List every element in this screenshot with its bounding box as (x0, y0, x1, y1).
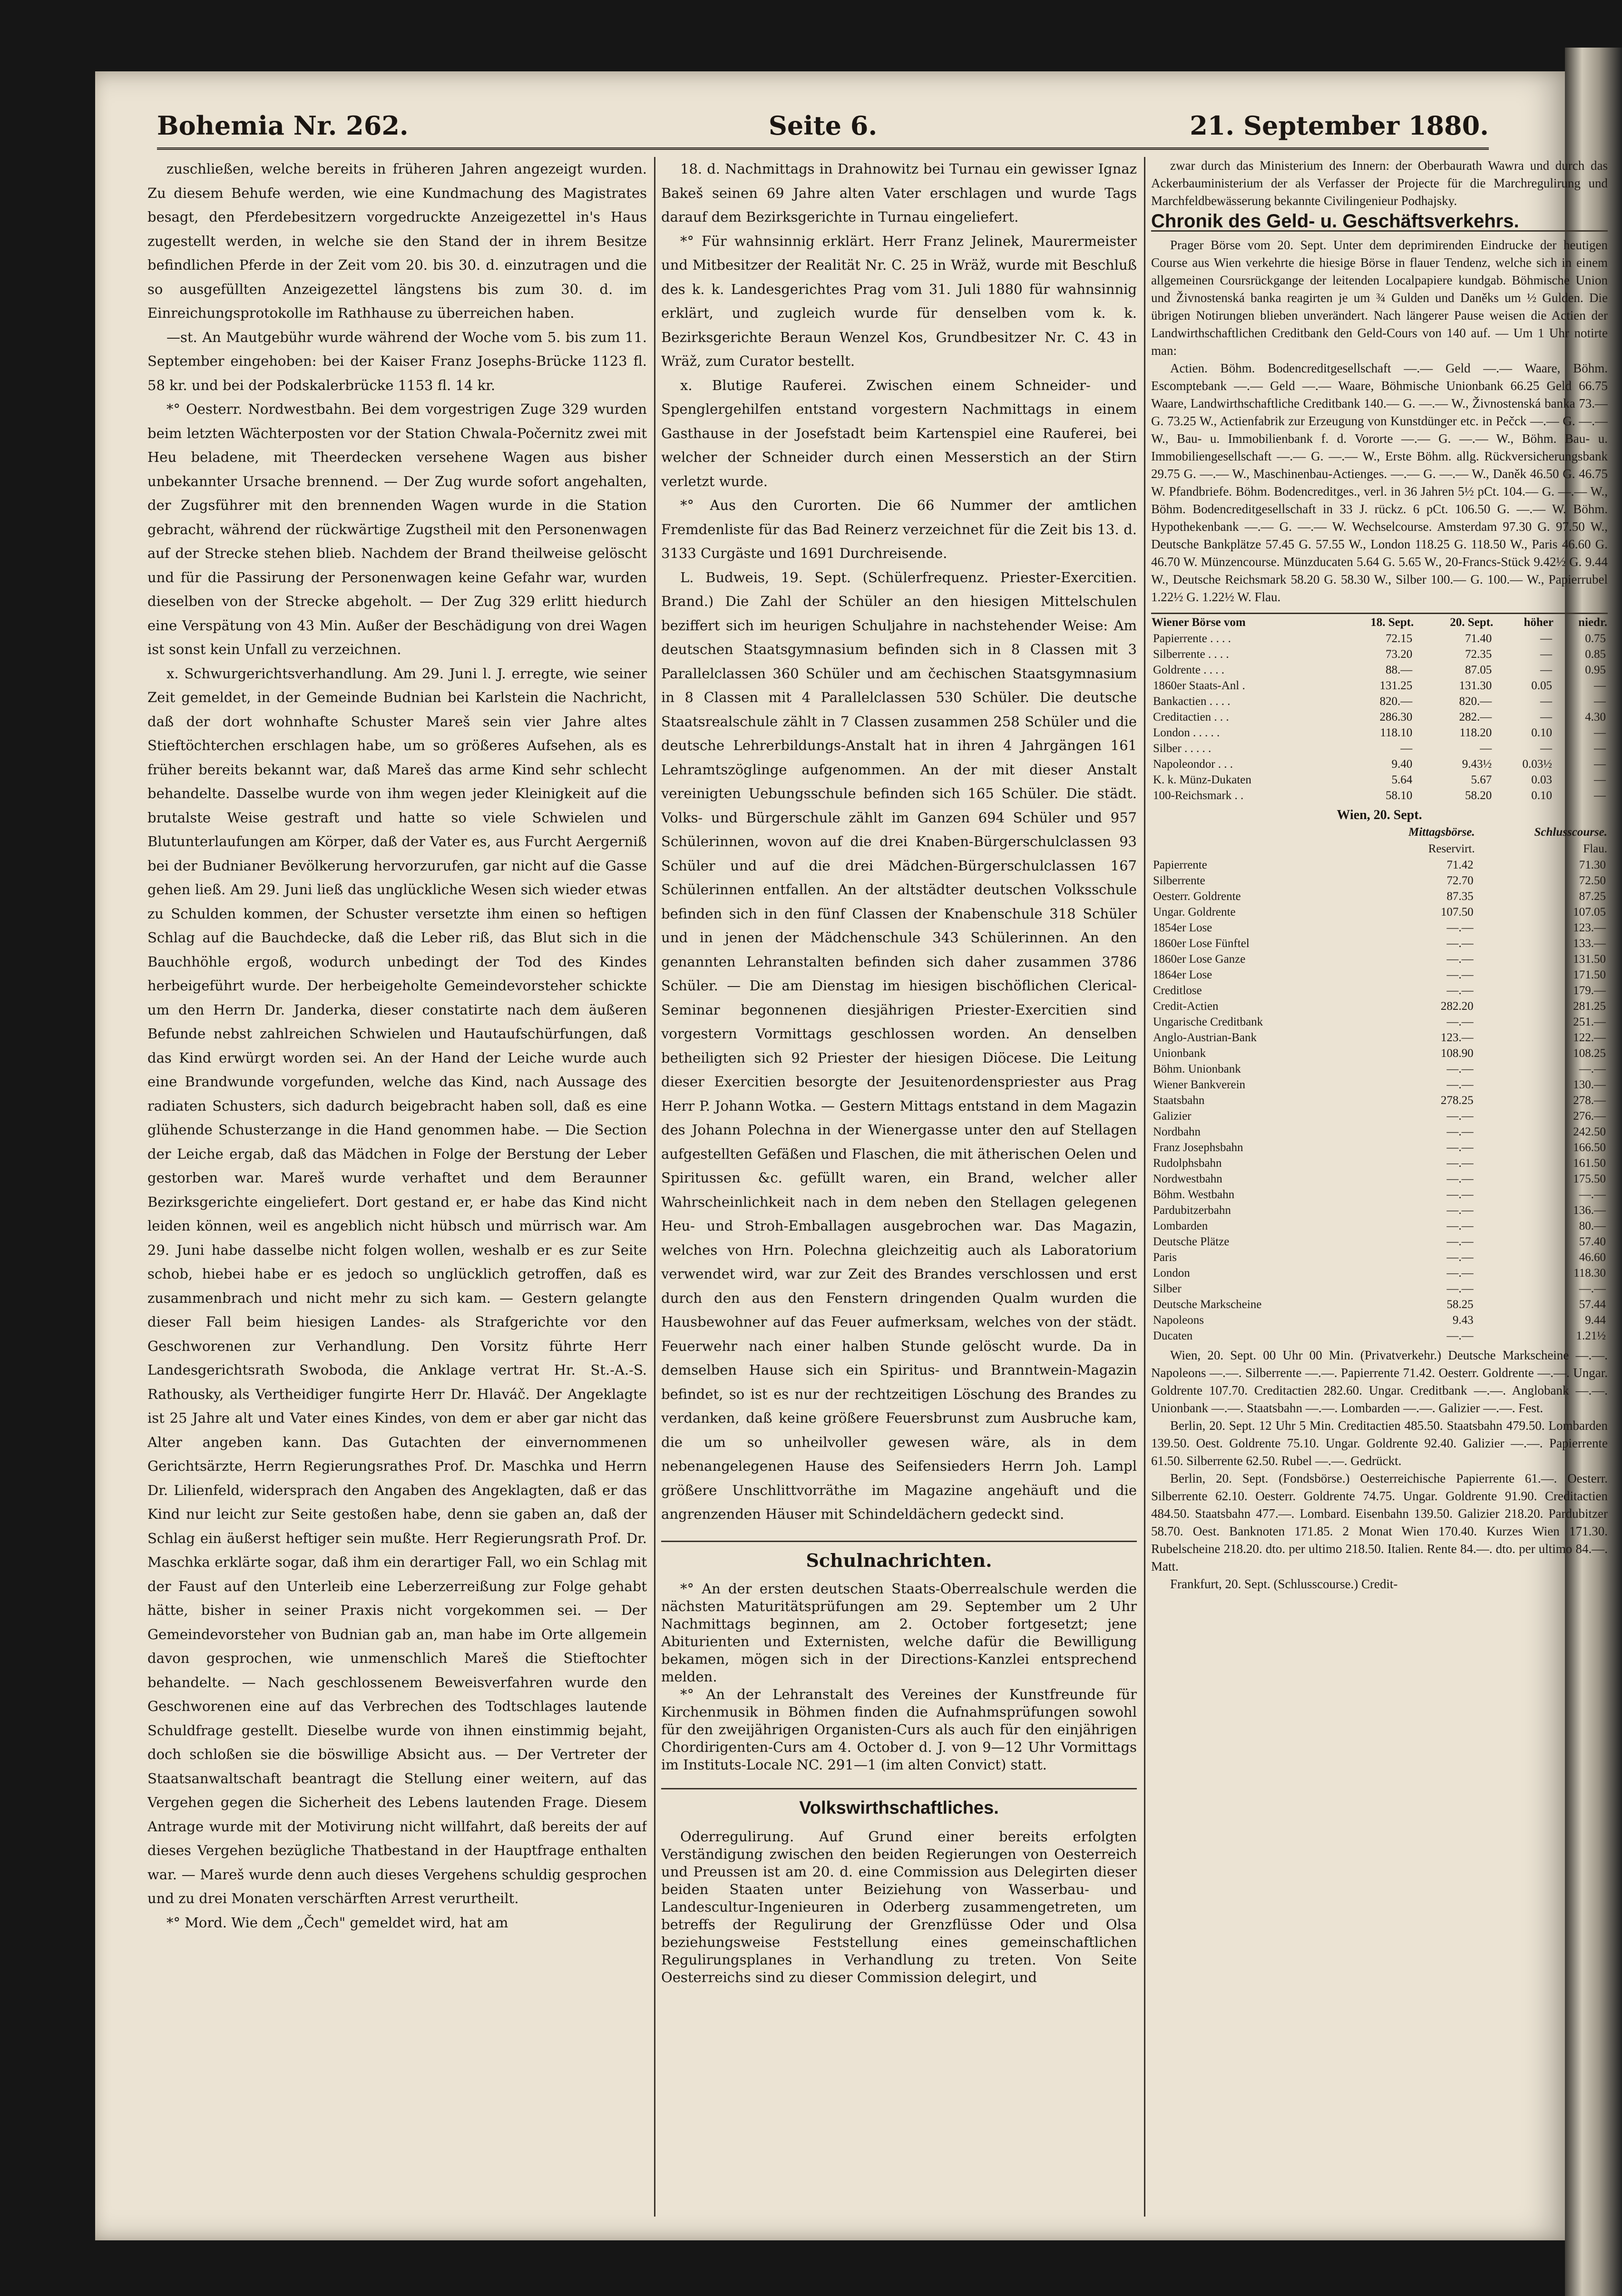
column-rule (654, 157, 655, 2217)
security-name: 1864er Lose (1153, 968, 1212, 981)
table-row (1151, 951, 1608, 967)
article-text: *° Aus den Curorten. Die 66 Nummer der amtlichen Fremdenliste für das Bad Reinerz verzeichnet für die Zeit bis 13. d. 3133 Curgäste und 1691 Durchreisende. (661, 497, 1137, 561)
quote-value: 108.90 (1440, 1047, 1474, 1060)
security-name: Silber (1153, 1282, 1182, 1295)
quote-value: — (1540, 632, 1552, 645)
quote-value: — (1540, 664, 1552, 676)
table-row (1151, 1297, 1608, 1312)
security-name: Staatsbahn (1153, 1094, 1205, 1107)
quote-value: 57.44 (1579, 1298, 1606, 1311)
security-name: Papierrente . . . . (1153, 632, 1231, 645)
quote-value: — (1594, 679, 1606, 692)
section-heading-economy: Volkswirthschaftliches. (661, 1788, 1137, 1820)
security-name: Lombarden (1153, 1220, 1208, 1232)
table-row (1151, 920, 1608, 936)
security-name: K. k. Münz-Dukaten (1153, 773, 1251, 786)
quote-value: 161.50 (1573, 1157, 1606, 1170)
security-name: Credit-Actien (1153, 1000, 1219, 1013)
quote-value: 57.40 (1579, 1235, 1606, 1248)
quote-value: —.— (1446, 1063, 1474, 1075)
table-row (1151, 1250, 1608, 1265)
table-row (1151, 756, 1608, 772)
security-name: Anglo-Austrian-Bank (1153, 1031, 1257, 1044)
security-name: Rudolphsbahn (1153, 1157, 1222, 1170)
quote-value: 286.30 (1379, 711, 1413, 723)
quote-value: — (1540, 648, 1552, 661)
quote-value: 9.44 (1585, 1314, 1606, 1327)
quote-value: 276.— (1573, 1110, 1606, 1123)
section-heading-school: Schulnachrichten. (661, 1541, 1137, 1573)
table-row (1151, 1218, 1608, 1234)
table-row (1151, 678, 1608, 694)
security-name: Nordwestbahn (1153, 1172, 1222, 1185)
quote-value: —.— (1446, 968, 1474, 981)
quote-value: 71.42 (1446, 859, 1474, 871)
article-text: *° An der ersten deutschen Staats-Oberrealschule werden die nächsten Maturitätsprüfungen am 29. September um 2 Uhr Nachmittags beginnen, am 2. October fortgesetzt; jene Abiturienten und Externisten, welche dafür die Bewilligung bekamen, mögen sich in der Directions-Kanzlei entsprechend melden. (661, 1581, 1137, 1685)
quote-value: — (1540, 711, 1552, 723)
quote-value: 166.50 (1573, 1141, 1606, 1154)
table-row (1151, 857, 1608, 873)
table-header: Schlusscourse. (1534, 826, 1607, 839)
article-text: zwar durch das Ministerium des Innern: der Oberbaurath Wawra und durch das Ackerbauministerium der als Verfasser der Projecte für die Marchregulirung und Marchfeldbewässerung bekannte Civilingenieur Podhajsky. (1151, 158, 1608, 208)
article-text: Berlin, 20. Sept. (Fondsbörse.) Oesterreichische Papierrente 61.—. Oesterr. Silberrente 62.10. Oesterr. Goldrente 74.75. Ungar. Goldrente 91.90. Creditactien 484.50. Staatsbahn 477.—. Lombard. Eisenbahn 139.50. Galizier 218.20. Pardubitzer 58.70. Oest. Banknoten 171.85. 2 Monat Wien 170.40. Kurzes Wien 171.30. Rubelscheine 218.20. dto. per ultimo 218.50. Italien. Rente 84.—. dto. per ultimo 84.—. Matt. (1151, 1471, 1608, 1573)
section-heading-chronik: Chronik des Geld- u. Geschäftsverkehrs. (1151, 213, 1608, 232)
table-row (1151, 725, 1608, 741)
table-header: niedr. (1578, 616, 1607, 629)
paper-title: Bohemia Nr. 262. (157, 110, 409, 141)
quote-value: —.— (1446, 953, 1474, 966)
quote-value: 87.25 (1579, 890, 1606, 903)
vienna-exchange-table (1151, 613, 1608, 803)
quote-value: 107.50 (1440, 906, 1474, 918)
table-row (1151, 772, 1608, 788)
table-row (1151, 889, 1608, 904)
quote-value: 73.20 (1385, 648, 1413, 661)
article-text: Oderregulirung. Auf Grund einer bereits erfolgten Verständigung zwischen den beiden Regierungen von Oesterreich und Preussen ist am 20. d. eine Commission aus Delegirten dieser beiden Staaten unter Beiziehung von Wasserbau- und Landescultur-Ingenieuren in Oderberg zusammengetreten, um betreffs der Regulirung der Grenzflüsse Oder und Olsa beziehungsweise Feststellung eines gemeinschaftlichen Regulirungsplanes in Verhandlung zu treten. Von Seite Oesterreichs sind zu dieser Commission delegirt, und (661, 1828, 1137, 1985)
quote-value: — (1594, 695, 1606, 708)
table-row (1151, 631, 1608, 646)
table-row (1151, 873, 1608, 889)
issue-date: 21. September 1880. (1190, 110, 1489, 141)
quote-value: —.— (1579, 1063, 1606, 1075)
quote-value: 175.50 (1573, 1172, 1606, 1185)
quote-value: 71.30 (1579, 859, 1606, 871)
table-row (1151, 1014, 1608, 1030)
quote-value: 58.25 (1446, 1298, 1474, 1311)
column-3 (1151, 157, 1608, 2217)
quote-value: 0.03½ (1522, 758, 1552, 771)
article-text: Frankfurt, 20. Sept. (Schlusscourse.) Credit- (1170, 1577, 1398, 1591)
quote-value: — (1594, 789, 1606, 802)
quote-value: 0.10 (1531, 726, 1552, 739)
article-text: Wien, 20. Sept. 00 Uhr 00 Min. (Privatverkehr.) Deutsche Markscheine —.—. Napoleons —.—. Silberrente —.—. Papierrente 71.42. Oesterr. Goldrente —.—. Ungar. Goldrente 107.70. Creditactien 282.60. Ungar. Creditbank —.—. Anglobank —.—. Unionbank —.—. Staatsbahn —.—. Lombarden —.—. Galizier —.—. Fest. (1151, 1348, 1608, 1415)
page-number: Seite 6. (768, 110, 878, 141)
quote-value: —.— (1446, 1329, 1474, 1342)
article-text: zuschließen, welche bereits in früheren Jahren angezeigt wurden. Zu diesem Behufe werden, wie eine Kundmachung des Magistrates besagt, den Pferdebesitzern vorgedruckte Anzeigezettel in's Haus zugestellt werden, in welche sie den Stand der in ihrem Besitze befindlichen Pferde in der Zeit vom 20. bis 30. d. einzutragen und die so ausgefüllten Anzeigezettel längstens bis zum 30. d. im Einreichungsprotokolle im Rathhause zu überreichen haben. (147, 161, 647, 321)
quote-value: 9.43 (1452, 1314, 1474, 1327)
table-row (1151, 983, 1608, 998)
quote-value: —.— (1446, 1204, 1474, 1217)
quote-value: 72.35 (1465, 648, 1492, 661)
quote-value: 87.35 (1446, 890, 1474, 903)
article-text: *° Oesterr. Nordwestbahn. Bei dem vorgestrigen Zuge 329 wurden beim letzten Wächterposten vor der Station Chwala-Počernitz zwei mit Heu beladene, mit Theerdecken versehene Wagen aus bisher unbekannter Ursache brennend. — Der Zug wurde sofort angehalten, der Zugsführer mit den brennenden Wagen wurde in die Station gebracht, während der rückwärtige Zugstheil mit den Personenwagen auf der Strecke stehen blieb. Nachdem der Brand theilweise gelöscht und für die Passirung der Personenwagen keine Gefahr war, wurden dieselben von der Strecke abgeholt. — Der Zug 329 erlitt hiedurch eine Verspätung von 43 Min. Außer der Beschädigung von drei Wagen ist sonst kein Unfall zu verzeichnen. (147, 401, 647, 657)
security-name: London . . . . . (1153, 726, 1220, 739)
quote-value: 0.03 (1531, 773, 1552, 786)
quote-value: — (1540, 742, 1552, 755)
quote-value: —.— (1446, 921, 1474, 934)
quote-value: —.— (1446, 1235, 1474, 1248)
security-name: Silber . . . . . (1153, 742, 1212, 755)
table-row (1151, 788, 1608, 803)
quote-value: 0.85 (1585, 648, 1606, 661)
quote-value: 0.75 (1585, 632, 1606, 645)
security-name: Napoleons (1153, 1314, 1204, 1327)
table-row (1151, 646, 1608, 662)
quote-value: 80.— (1579, 1220, 1606, 1232)
quote-value: 4.30 (1585, 711, 1606, 723)
quote-value: 118.20 (1459, 726, 1492, 739)
table-row (1151, 1124, 1608, 1140)
quote-value: 281.25 (1573, 1000, 1606, 1013)
security-name: Deutsche Plätze (1153, 1235, 1230, 1248)
quote-value: —.— (1446, 1267, 1474, 1280)
quote-value: 88.— (1385, 664, 1413, 676)
quote-value: 108.25 (1573, 1047, 1606, 1060)
table-row (1151, 1155, 1608, 1171)
table-row (1151, 1171, 1608, 1187)
quote-value: —.— (1446, 1188, 1474, 1201)
quote-value: —.— (1446, 1125, 1474, 1138)
quote-value: 242.50 (1573, 1125, 1606, 1138)
table-row (1151, 1108, 1608, 1124)
quote-value: 87.05 (1465, 664, 1492, 676)
vienna-closing-table (1151, 824, 1608, 1344)
table-row (1151, 1077, 1608, 1093)
quote-value: —.— (1446, 1220, 1474, 1232)
quote-value: 0.05 (1531, 679, 1552, 692)
quote-value: —.— (1446, 1078, 1474, 1091)
article-text: *° Für wahnsinnig erklärt. Herr Franz Jelinek, Maurermeister und Mitbesitzer der Realität Nr. C. 25 in Wräž, wurde mit Beschluß des k. k. Landesgerichtes Prag vom 31. Juli 1880 für wahnsinnig erklärt, und zugleich wurde für denselben vom k. k. Bezirksgerichte Beraun Wenzel Kos, Grundbesitzer Nr. C. 43 in Wräž, zum Curator bestellt. (661, 233, 1137, 369)
newspaper-page (95, 71, 1608, 2240)
quote-value: 5.67 (1471, 773, 1492, 786)
table-subheader: Reservirt. (1428, 842, 1475, 855)
quote-value: —.— (1579, 1188, 1606, 1201)
column-2 (661, 157, 1137, 2217)
quote-value: —.— (1579, 1282, 1606, 1295)
security-name: Nordbahn (1153, 1125, 1201, 1138)
quote-value: 122.— (1573, 1031, 1606, 1044)
table-subheader: Flau. (1583, 842, 1607, 855)
quote-value: —.— (1446, 1282, 1474, 1295)
security-name: Ungar. Goldrente (1153, 906, 1236, 918)
column-rule (1144, 157, 1145, 2217)
table-row (1151, 1202, 1608, 1218)
security-name: 1860er Staats-Anl . (1153, 679, 1245, 692)
security-name: Franz Josephsbahn (1153, 1141, 1243, 1154)
table-row (1151, 1140, 1608, 1155)
article-text: x. Schwurgerichtsverhandlung. Am 29. Juni l. J. erregte, wie seiner Zeit gemeldet, in der Gemeinde Budnian bei Karlstein die Nachricht, daß der dort wohnhafte Schuster Mareš sein vier Jahre altes Stieftöchterchen erschlagen habe, um so größeres Aufsehen, als es früher bereits bekannt war, daß Mareš das arme Kind sehr schlecht behandelte. Dasselbe wurde von ihm wegen jeder Kleinigkeit auf die brutalste Weise gestraft und hatte so viele Schwielen und Blutunterlaufungen am Körper, daß der Vater es, aus Furcht Aergerniß bei der Budnianer Bevölkerung hervorzurufen, gar nicht auf die Gasse gehen ließ. Am 29. Juni ließ das unglückliche Wesen sich wieder etwas zu Schulden kommen, der Schuster versetzte ihm einen so heftigen Schlag auf die Bauchdecke, daß die Leber riß, das Blut sich in die Bauchhöhle ergoß, wodurch unbedingt der Tod des Kindes herbeigeführt wurde. Der herbeigeholte Gemeindevorsteher schickte um den Herrn Dr. Janderka, dieser constatirte nach dem äußeren Befunde nebst zahlreichen Schwielen und Hautaufschürfungen, daß das Kind erwürgt worden sei. An der Hand der Leiche wurde auch eine Brandwunde vorgefunden, welche das Kind, nach Aussage des radiaten Schusters, sich dadurch beigebracht haben soll, daß es eine glühende Schusterzange in die Hand genommen habe. — Die Section der Leiche ergab, daß das Mädchen in Folge der Berstung der Leber gestorben war. Mareš wurde verhaftet und dem Beraunner Bezirksgerichte eingeliefert. Dort gestand er, er habe das Kind nicht leiden können, weil es angeblich nicht hübsch und mürrisch war. Am 29. Juni habe dasselbe nicht folgen wollen, weshalb er es zur Seite schob, hiebei habe er es jedoch so unglücklich getroffen, daß es zusammenbrach und nicht mehr zu sich kam. — Gestern gelangte dieser Fall beim hiesigen Landes- als Strafgerichte vor den Geschworenen zur Verhandlung. Den Vorsitz führte Herr Landesgerichtsrath Swoboda, die Anklage vertrat Hr. St.-A.-S. Rathousky, als Vertheidiger fungirte Herr Dr. Hlaváč. Der Angeklagte ist 25 Jahre alt und Vater eines Kindes, von dem er aber gar nicht das Alter angeben kann. Das Gutachten der einvernommenen Gerichtsärzte, Herrn Regierungsrathes Prof. Dr. Maschka und Herrn Dr. Lilienfeld, widersprach den Angaben des Angeklagten, daß er das Kind nur leicht zur Seite gestoßen habe, denn sie gaben an, daß der Schlag ein äußerst heftiger sein mußte. Herr Regierungsrath Prof. Dr. Maschka erklärte sogar, daß ihm ein derartiger Fall, wo ein Schlag mit der Faust auf den Unterleib eine Leberzerreißung zur Folge gehabt hätte, bisher in seiner Praxis nicht vorgekommen sei. — Der Gemeindevorsteher von Budnian gab an, man habe im Orte allgemein davon gesprochen, wie unmenschlich Mareš die Stieftochter behandelte. — Nach geschlossenem Beweisverfahren wurde den Geschworenen eine auf das Verbrechen des Todtschlages lautende Schuldfrage gestellt. Dieselbe wurde von ihnen einstimmig bejaht, doch schloßen sie die böswillige Absicht aus. — Der Vertreter der Staatsanwaltschaft beantragt die Stellung einer weitern, auf das Vergehen gegen die Sicherheit des Lebens lautenden Frage. Diesem Antrage wurde mit der Motivirung nicht willfahrt, daß bereits der auf dieses Vergehen bezügliche Thatbestand in der Hauptfrage enthalten war. — Mareš wurde denn auch dieses Vergehens schuldig gesprochen und zu drei Monaten verschärften Arrest verurtheilt. (147, 665, 647, 1906)
security-name: Paris (1153, 1251, 1177, 1264)
security-name: Pardubitzerbahn (1153, 1204, 1231, 1217)
table-header: 20. Sept. (1450, 616, 1494, 629)
security-name: Papierrente (1153, 859, 1207, 871)
security-name: Silberrente (1153, 874, 1205, 887)
prague-exchange-report: Prager Börse vom 20. Sept. Unter dem deprimirenden Eindrucke der heutigen Course aus Wien verkehrte die hiesige Börse in flauer Tendenz, welche sich in einem allgemeinen Coursrückgange der leitenden Localpapiere kundgab. Böhmische Union und Živnostenská banka reagirten je um ¾ Gulden und Daněks um ½ Gulden. Die übrigen Notirungen blieben unverändert. Nach längerer Pause weisen die Actien der Landwirthschaftlichen Creditbank den Geld-Cours von 140 auf. — Um 1 Uhr notirte man: (1151, 238, 1608, 358)
quote-value: 1.21½ (1576, 1329, 1606, 1342)
quote-value: 9.40 (1391, 758, 1413, 771)
page-header (157, 105, 1489, 150)
quote-value: 251.— (1573, 1016, 1606, 1028)
quote-value: — (1594, 742, 1606, 755)
article-text: L. Budweis, 19. Sept. (Schülerfrequenz. Priester-Exercitien. Brand.) Die Zahl der Schüler an den hiesigen Mittelschulen beziffert sich im heurigen Schuljahre in nachstehender Weise: Am deutschen Staatsgymnasium befinden sich in 8 Classen mit 3 Parallelclassen 360 Schüler und am čechischen Staatsgymnasium in 8 Classen mit 4 Parallelclassen 530 Schüler. Die deutsche Staatsrealschule zählt in 7 Classen zusammen 258 Schüler und die deutsche Lehrerbildungs-Anstalt hat in ihren 4 Jahrgängen 161 Lehramtszöglinge aufgenommen. An der mit dieser Anstalt vereinigten Uebungsschule befinden sich 165 Schüler. Die städt. Volks- und Bürgerschule zählt im Ganzen 694 Schüler und 957 Schülerinnen, wovon auf die drei Knaben-Bürgerschulclassen 93 Schüler und auf die drei Mädchen-Bürgerschulclassen 167 Schülerinnen entfallen. An der altstädter deutschen Volksschule befinden sich in den fünf Classen der Knabenschule 318 Schüler und in jenen der Mädchenschule 343 Schülerinnen. An den genannten Lehranstalten befinden sich daher zusammen 3786 Schüler. — Die am Dienstag im hiesigen bischöflichen Clerical-Seminar begonnenen diesjährigen Priester-Exercitien sind vorgestern Vormittags geschlossen worden. An denselben betheiligten sich 92 Priester der hiesigen Diöcese. Die Leitung dieser Exercitien besorgte der Jesuitenordenspriester aus Prag Herr P. Johann Wotka. — Gestern Mittags entstand in dem Magazin des Johann Polechna in der Wienergasse unter den auf Stellagen aufgestellten Gefäßen und Flaschen, die mit ätherischen Oelen und Spiritussen &c. gefüllt waren, ein Brand, welcher aller Wahrscheinlichkeit nach in dem neben den Stellagen gelegenen Heu- und Stroh-Emballagen ausgebrochen war. Das Magazin, welches von Hrn. Polechna gleichzeitig auch als Laboratorium verwendet wird, war zur Zeit des Brandes verschlossen und erst durch den aus den Fenstern dringenden Qualm wurden die Hausbewohner auf das Feuer aufmerksam, welches von der städt. Feuerwehr nach einer halben Stunde gelöscht wurde. Da in demselben Hause sich ein Spiritus- und Branntwein-Magazin befindet, so ist es nur der rechtzeitigen Löschung des Brandes zu verdanken, daß keine größere Feuersbrunst zum Ausbruche kam, die um so unheilvoller gewesen wäre, als in dem nebenangelegenen Hause des Seifensieders Herrn Joh. Lampl größere Unschlittvorräthe im Magazine angehäuft und die angrenzenden Häuser mit Schindeldächern gedeckt sind. (661, 569, 1137, 1522)
quote-value: 0.10 (1531, 789, 1552, 802)
security-name: Creditactien . . . (1153, 711, 1229, 723)
security-name: 100-Reichsmark . . (1153, 789, 1244, 802)
quote-value: 278.— (1573, 1094, 1606, 1107)
quote-value: —.— (1446, 1141, 1474, 1154)
quote-value: 278.25 (1440, 1094, 1474, 1107)
quote-value: 0.95 (1585, 664, 1606, 676)
quote-value: —.— (1446, 1157, 1474, 1170)
table-row (1151, 1093, 1608, 1108)
table-row (1151, 998, 1608, 1014)
table-row (1151, 741, 1608, 756)
security-name: Ungarische Creditbank (1153, 1016, 1263, 1028)
quote-value: 123.— (1440, 1031, 1474, 1044)
security-name: Oesterr. Goldrente (1153, 890, 1241, 903)
quote-value: 72.15 (1385, 632, 1413, 645)
security-name: Ducaten (1153, 1329, 1193, 1342)
quote-value: —.— (1446, 1251, 1474, 1264)
quote-value: 171.50 (1573, 968, 1606, 981)
article-text: x. Blutige Rauferei. Zwischen einem Schneider- und Spenglergehilfen entstand vorgestern Nachmittags in einem Gasthause in der Josefstadt beim Kartenspiel eine Rauferei, bei welcher der Schneider durch einen Messerstich an der Stirn verletzt wurde. (661, 377, 1137, 489)
quote-value: —.— (1446, 1110, 1474, 1123)
quote-value: 107.05 (1573, 906, 1606, 918)
security-name: Creditlose (1153, 984, 1202, 997)
quote-value: 282.20 (1440, 1000, 1474, 1013)
table-row (1151, 662, 1608, 678)
security-name: Napoleondor . . . (1153, 758, 1233, 771)
table-row (1151, 1187, 1608, 1202)
article-text: —st. An Mautgebühr wurde während der Woche vom 5. bis zum 11. September eingehoben: bei der Kaiser Franz Josephs-Brücke 1123 fl. 58 kr. und bei der Podskalerbrücke 1153 fl. 14 kr. (147, 329, 647, 393)
quote-value: 131.50 (1573, 953, 1606, 966)
quote-value: 282.— (1459, 711, 1492, 723)
table-row (1151, 1312, 1608, 1328)
quote-value: — (1480, 742, 1492, 755)
quote-value: 820.— (1459, 695, 1492, 708)
table-row (1151, 936, 1608, 951)
security-name: Silberrente . . . . (1153, 648, 1229, 661)
table-row (1151, 1030, 1608, 1045)
quote-value: — (1594, 773, 1606, 786)
quote-value: — (1594, 726, 1606, 739)
table-header: 18. Sept. (1370, 616, 1414, 629)
security-name: Deutsche Markscheine (1153, 1298, 1262, 1311)
quote-value: —.— (1446, 984, 1474, 997)
quote-value: —.— (1446, 937, 1474, 950)
table-row (1151, 967, 1608, 983)
quote-value: — (1540, 695, 1552, 708)
table-row (1151, 1045, 1608, 1061)
security-name: Galizier (1153, 1110, 1192, 1123)
quote-value: 71.40 (1465, 632, 1492, 645)
quote-value: 179.— (1573, 984, 1606, 997)
security-name: London (1153, 1267, 1190, 1280)
table-header: Wiener Börse vom (1152, 616, 1246, 629)
quote-value: 72.50 (1579, 874, 1606, 887)
table-row (1151, 1328, 1608, 1344)
table-row (1151, 1281, 1608, 1297)
quote-value: 130.— (1573, 1078, 1606, 1091)
article-text: 18. d. Nachmittags in Drahnowitz bei Turnau ein gewisser Ignaz Bakeš seinen 69 Jahre alten Vater erschlagen und wurde Tags darauf dem Bezirksgerichte in Turnau eingeliefert. (661, 161, 1137, 225)
quote-value: — (1400, 742, 1413, 755)
quote-value: 118.10 (1380, 726, 1413, 739)
quote-value: 9.43½ (1462, 758, 1492, 771)
quote-value: —.— (1446, 1172, 1474, 1185)
quote-value: 58.20 (1465, 789, 1492, 802)
quote-value: 820.— (1379, 695, 1413, 708)
security-name: 1860er Lose Ganze (1153, 953, 1246, 966)
prague-quotes: Actien. Böhm. Bodencreditgesellschaft —.— Geld —.— Waare, Böhm. Escomptebank —.— Geld —.— Waare, Böhmische Unionbank 66.25 Geld 66.75 Waare, Landwirthschaftliche Creditbank 140.— G. —.— W., Živnostenská banka 73.— G. 73.25 W., Actienfabrik zur Erzeugung von Kunstdünger etc. in Pečck —.— G. —.— W., Bau- u. Immobilienbank f. d. Vororte —.— G. —.— W., Böhm. Bau- u. Immobiliengesellschaft —.— G. —.— W., Erste Böhm. allg. Rückversicherungsbank 29.75 G. —.— W., Maschinenbau-Actienges. —.— G. —.— W., Daněk 46.50 G. 46.75 W. Pfandbriefe. Böhm. Bodencreditges., verl. in 36 Jahren 5½ pCt. 104.— G. —.— W., Böhm. Bodencreditgesellschaft in 33 J. rückz. 6 pCt. 106.50 G. —.— W. Böhm. Hypothekenbank —.— G. —.— W. Wechselcourse. Amsterdam 97.30 G. 97.50 W., Deutsche Bankplätze 57.45 G. 57.55 W., London 118.25 G. 118.50 W., Paris 46.60 G. 46.70 W. Münzencourse. Münzducaten 5.64 G. 5.65 W., 20-Francs-Stück 9.42½ G. 9.44 W., Deutsche Reichsmark 58.20 G. 58.30 W., Silber 100.— G. 100.— W., Papierrubel 1.22½ G. 1.22½ W. Flau. (1151, 361, 1608, 604)
table-row (1151, 1234, 1608, 1250)
security-name: 1854er Lose (1153, 921, 1212, 934)
quote-value: — (1594, 758, 1606, 771)
table-row (1151, 709, 1608, 725)
quote-value: —.— (1446, 1016, 1474, 1028)
quote-value: 58.10 (1385, 789, 1413, 802)
article-text: Berlin, 20. Sept. 12 Uhr 5 Min. Creditactien 485.50. Staatsbahn 479.50. Lombarden 139.50. Oest. Goldrente 75.10. Ungar. Goldrente 92.40. Galizier —.—. Papierrente 61.50. Silberrente 62.50. Rubel —.—. Gedrückt. (1151, 1418, 1608, 1468)
security-name: Bankactien . . . . (1153, 695, 1231, 708)
quote-value: 123.— (1573, 921, 1606, 934)
quote-value: 136.— (1573, 1204, 1606, 1217)
quote-value: 72.70 (1446, 874, 1474, 887)
quote-value: 46.60 (1579, 1251, 1606, 1264)
security-name: Unionbank (1153, 1047, 1206, 1060)
quote-value: 118.30 (1573, 1267, 1606, 1280)
article-text: *° Mord. Wie dem „Čech" gemeldet wird, hat am (166, 1914, 508, 1931)
security-name: Böhm. Unionbank (1153, 1063, 1241, 1075)
column-1 (147, 157, 647, 2217)
vienna-subtitle: Wien, 20. Sept. (1337, 808, 1422, 822)
table-header: höher (1524, 616, 1554, 629)
article-text: *° An der Lehranstalt des Vereines der Kunstfreunde für Kirchenmusik in Böhmen finden die Aufnahmsprüfungen sowohl für den zweijährigen Organisten-Curs als auch für den einjährigen Chordirigenten-Curs am 4. October d. J. von 9—12 Uhr Vormittags im Instituts-Locale NC. 291—1 (im alten Convict) statt. (661, 1686, 1137, 1773)
security-name: 1860er Lose Fünftel (1153, 937, 1250, 950)
table-row (1151, 694, 1608, 709)
table-row (1151, 904, 1608, 920)
security-name: Böhm. Westbahn (1153, 1188, 1235, 1201)
quote-value: 131.25 (1379, 679, 1413, 692)
table-row (1151, 1265, 1608, 1281)
quote-value: 133.— (1573, 937, 1606, 950)
table-row (1151, 1061, 1608, 1077)
quote-value: 5.64 (1391, 773, 1413, 786)
table-header: Mittagsbörse. (1408, 826, 1475, 839)
quote-value: 131.30 (1459, 679, 1492, 692)
security-name: Wiener Bankverein (1153, 1078, 1246, 1091)
security-name: Goldrente . . . . (1153, 664, 1224, 676)
